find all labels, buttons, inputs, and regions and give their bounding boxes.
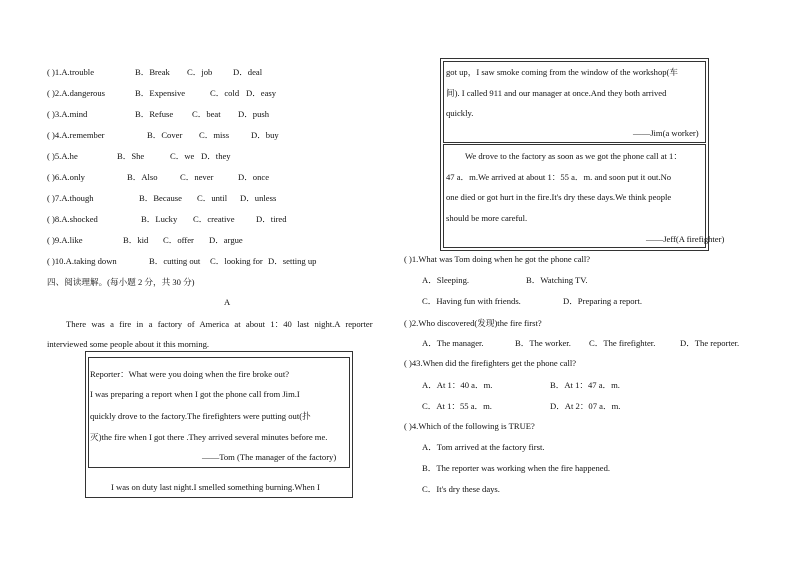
passage-line: 47 a．m.We arrived at about 1：55 a．m. and soon put it out.No xyxy=(446,172,672,182)
cloze-item: ( )2.A.dangerous B．Expensive C．cold D．easy xyxy=(47,88,277,98)
passage-label: A xyxy=(224,297,231,307)
passage-line: should be more careful. xyxy=(446,213,528,223)
signature: ——Tom (The manager of the factory) xyxy=(202,452,337,462)
answer-option[interactable]: B．At 1：47 a．m. xyxy=(550,380,620,390)
answer-option[interactable]: D．The reporter. xyxy=(680,338,740,348)
cloze-item: ( )7.A.though B．Because C．until D．unless xyxy=(47,193,277,203)
passage-line: quickly drove to the factory.The firefighters were putting out(扑 xyxy=(90,411,311,421)
answer-option[interactable]: D．Preparing a report. xyxy=(563,296,642,306)
question-stem: ( )4.Which of the following is TRUE? xyxy=(404,421,535,431)
cloze-item: ( )1.A.trouble B．Break C．job D．deal xyxy=(47,67,263,77)
answer-option[interactable]: B．Watching TV. xyxy=(526,275,588,285)
passage-line: I was on duty last night.I smelled something burning.When I xyxy=(111,482,320,492)
answer-option[interactable]: C．The firefighter. xyxy=(589,338,656,348)
passage-line: 灭)the fire when I got there .They arrived several minutes before me. xyxy=(90,432,328,442)
cloze-item: ( )6.A.only B．Also C．never D．once xyxy=(47,172,270,182)
signature: ——Jim(a worker) xyxy=(633,128,699,138)
intro-line: There was a fire in a factory of America at about 1：40 last night.A reporter xyxy=(66,319,373,329)
answer-option[interactable]: B．The worker. xyxy=(515,338,571,348)
answer-option[interactable]: A．Tom arrived at the factory first. xyxy=(422,442,545,452)
passage-line: I was preparing a report when I got the phone call from Jim.I xyxy=(90,389,300,399)
passage-line: got up，I saw smoke coming from the window of the workshop(车 xyxy=(446,67,678,77)
signature: ——Jeff(A firefighter) xyxy=(646,234,725,244)
cloze-item: ( )9.A.like B．kid C．offer D．argue xyxy=(47,235,243,245)
answer-option[interactable]: A．The manager. xyxy=(422,338,484,348)
answer-option[interactable]: B．The reporter was working when the fire happened. xyxy=(422,463,611,473)
section-title: 四、阅读理解。(每小题 2 分，共 30 分) xyxy=(47,277,195,287)
answer-option[interactable]: A．At 1：40 a．m. xyxy=(422,380,493,390)
answer-option[interactable]: D．At 2：07 a．m. xyxy=(550,401,621,411)
cloze-item: ( )8.A.shocked B．Lucky C．creative D．tired xyxy=(47,214,287,224)
answer-option[interactable]: A．Sleeping. xyxy=(422,275,470,285)
passage-line: 间). I called 911 and our manager at once.And they both arrived xyxy=(446,88,667,98)
passage-line: Reporter：What were you doing when the fire broke out? xyxy=(90,369,290,379)
cloze-item: ( )4.A.remember B．Cover C．miss D．buy xyxy=(47,130,279,140)
intro-line: interviewed some people about it this morning. xyxy=(47,339,210,349)
passage-line: We drove to the factory as soon as we got the phone call at 1： xyxy=(465,151,682,161)
passage-line: one died or got hurt in the fire.It's dry these days.We think people xyxy=(446,192,672,202)
question-stem: ( )1.What was Tom doing when he got the phone call? xyxy=(404,254,591,264)
answer-option[interactable]: C．Having fun with friends. xyxy=(422,296,521,306)
cloze-item: ( )3.A.mind B．Refuse C．beat D．push xyxy=(47,109,270,119)
cloze-item: ( )10.A.taking down B．cutting out C．looking for D．setting up xyxy=(47,256,317,266)
question-stem: ( )43.When did the firefighters get the phone call? xyxy=(404,358,577,368)
answer-option[interactable]: C．At 1：55 a．m. xyxy=(422,401,492,411)
answer-option[interactable]: C．It's dry these days. xyxy=(422,484,500,494)
cloze-item: ( )5.A.he B．She C．we D．they xyxy=(47,151,231,161)
passage-line: quickly. xyxy=(446,108,474,118)
question-stem: ( )2.Who discovered(发现)the fire first? xyxy=(404,318,542,328)
